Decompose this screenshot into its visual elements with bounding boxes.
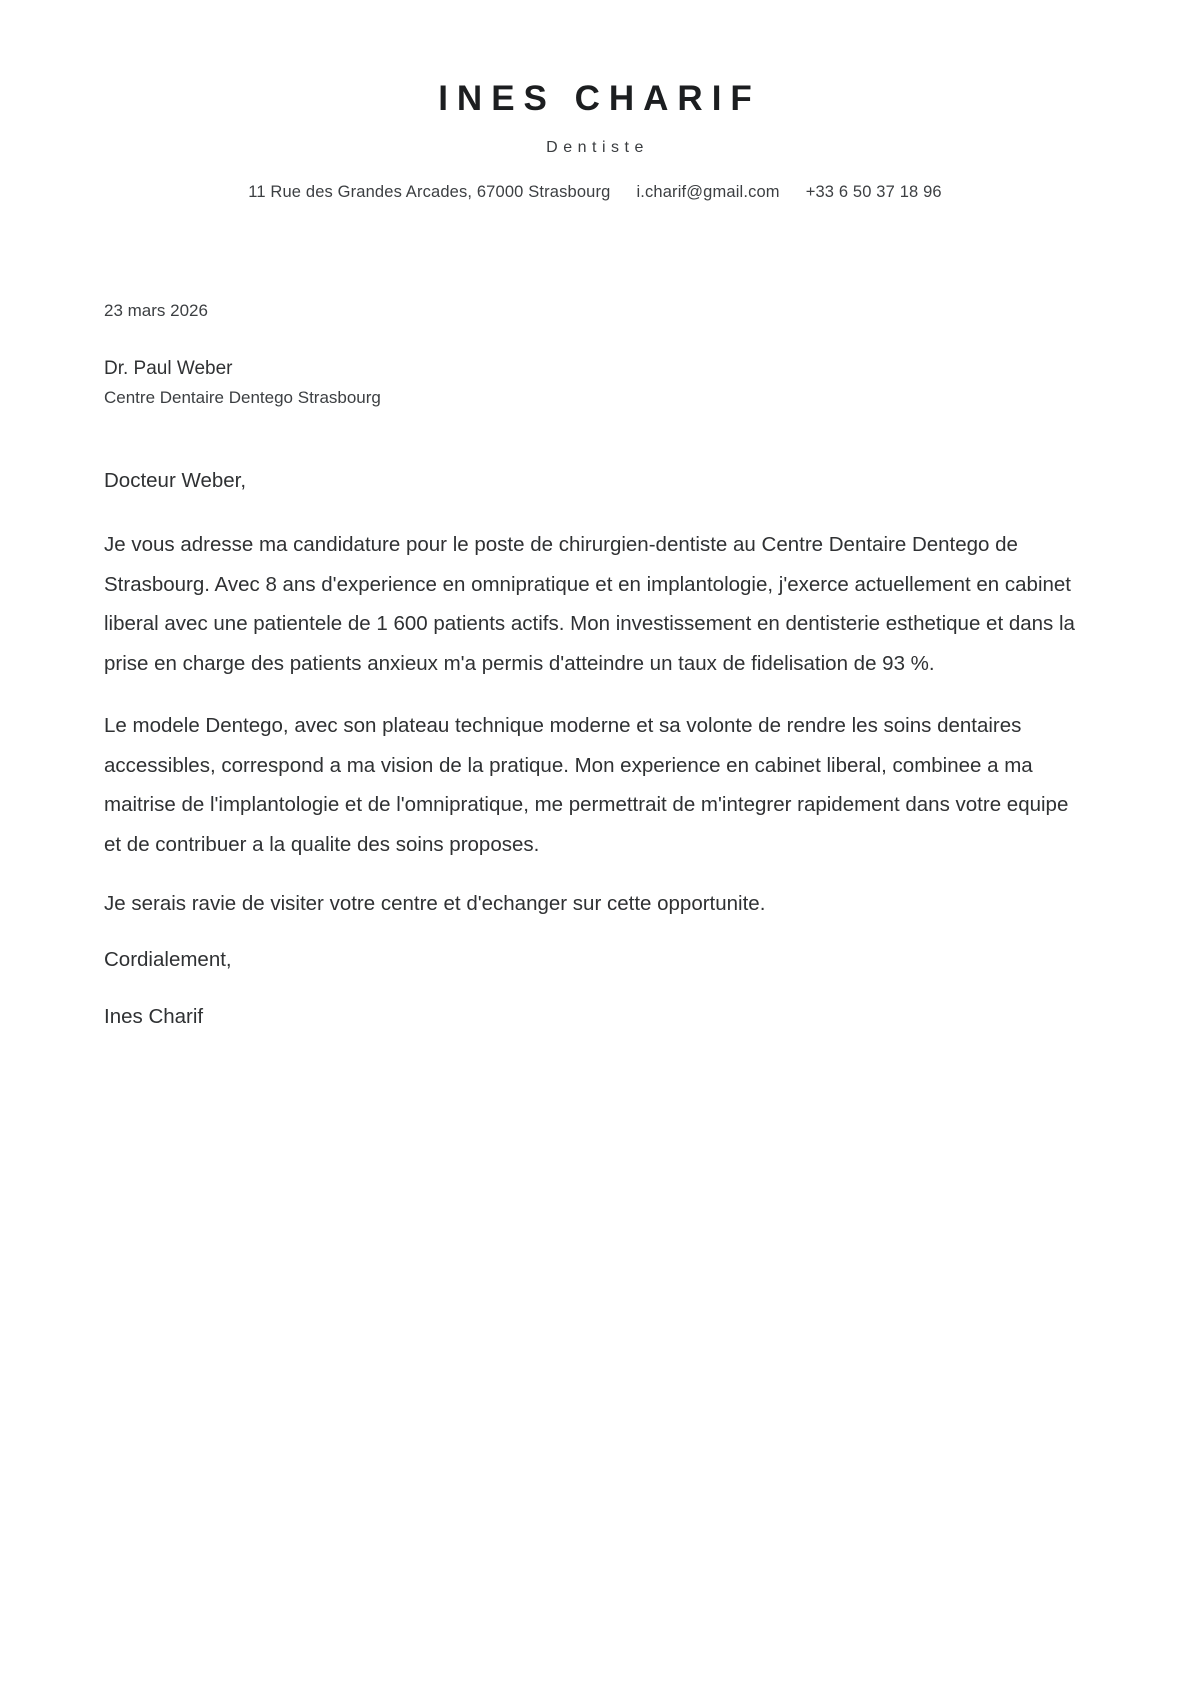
signature-name: Ines Charif <box>104 1005 204 1029</box>
body-paragraph: Je vous adresse ma candidature pour le poste de chirurgien-dentiste au Centre Dentaire Dentego de Strasbourg. Avec 8 ans d'experience en omnipratique et en implantologie, j'exerce actuellement en cabinet liberal avec une patientele de 1 600 patients actifs. Mon investissement en dentisterie esthetique et dans la prise en charge des patients anxieux m'a permis d'atteindre un taux de fidelisation de 93 %. <box>104 533 1075 675</box>
page-title: INES CHARIF <box>438 79 761 118</box>
body-paragraph: Je serais ravie de visiter votre centre et d'echanger sur cette opportunite. <box>104 891 766 915</box>
letter-meta-block <box>104 298 1086 411</box>
salutation: Docteur Weber, <box>104 469 247 493</box>
contact-address: 11 Rue des Grandes Arcades, 67000 Strasbourg <box>248 183 611 201</box>
contact-phone[interactable]: +33 6 50 37 18 96 <box>805 183 942 201</box>
letter-body <box>104 465 1086 1033</box>
contact-email[interactable]: i.charif@gmail.com <box>636 183 780 201</box>
recipient-company: Centre Dentaire Dentego Strasbourg <box>104 387 381 407</box>
body-paragraph: Le modele Dentego, avec son plateau technique moderne et sa volonte de rendre les soins dentaires accessibles, correspond a ma vision de la pratique. Mon experience en cabinet liberal, combinee a ma maitrise de l'implantologie et de l'omnipratique, me permettrait de m'integrer rapidement dans votre equipe et de contribuer a la qualite des soins proposes. <box>104 714 1069 856</box>
letter-header <box>104 78 1086 202</box>
candidate-job-title: Dentiste <box>546 139 649 156</box>
letter-date: 23 mars 2026 <box>104 301 208 320</box>
closing-salutation: Cordialement, <box>104 948 232 972</box>
recipient-block <box>104 354 1086 412</box>
recipient-name: Dr. Paul Weber <box>104 357 233 379</box>
contact-line <box>104 183 1086 202</box>
